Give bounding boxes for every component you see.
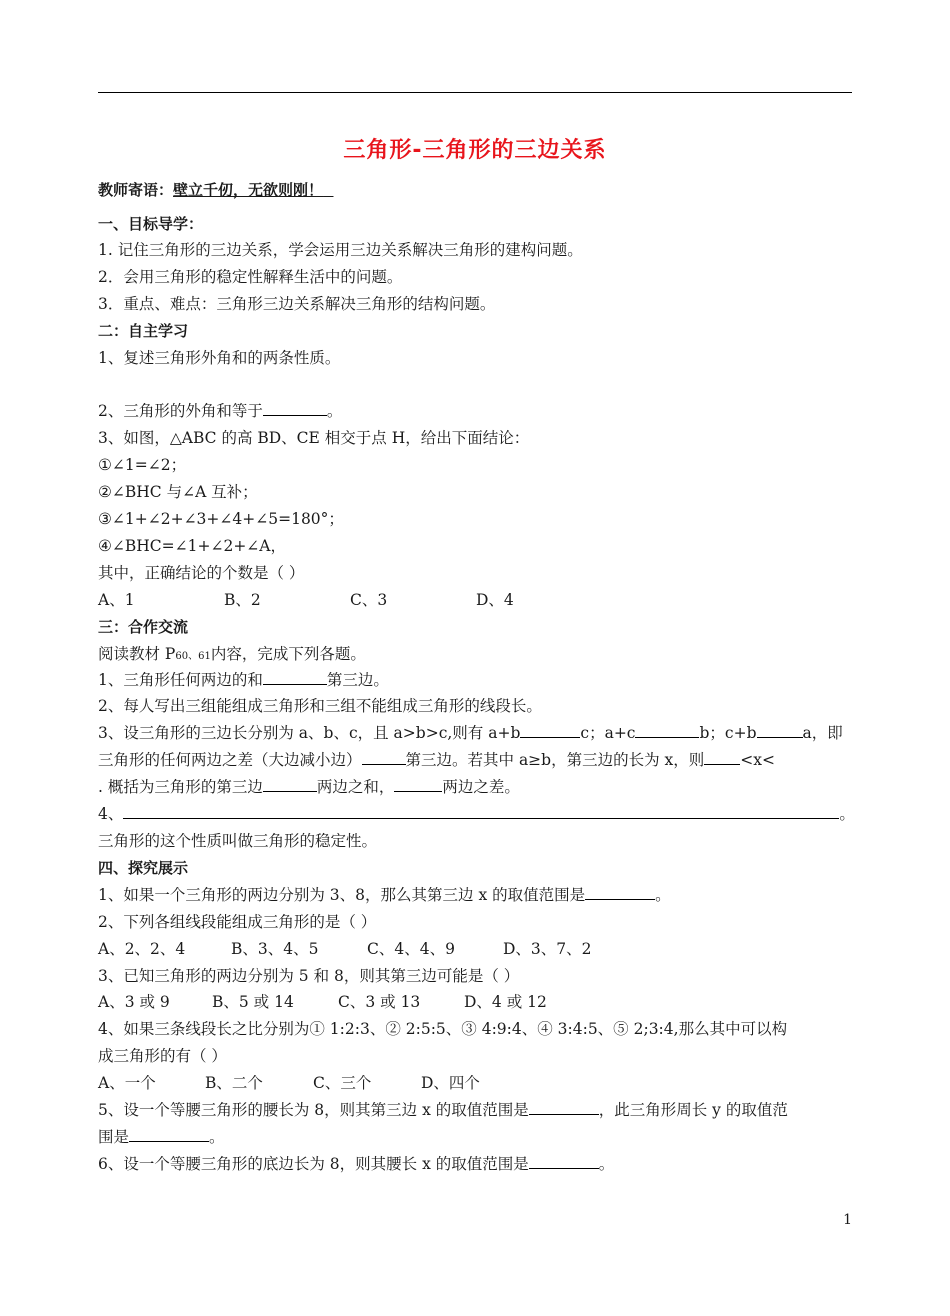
- motto-label: 教师寄语：: [98, 181, 174, 199]
- conclusion-1: ①∠1=∠2；: [98, 456, 187, 474]
- header-rule: [98, 92, 852, 93]
- q6-end: 。: [598, 1155, 615, 1173]
- explore-q2-options: [98, 936, 856, 962]
- q3-text-b: c；a+c: [580, 724, 636, 742]
- conclusion-4: ④∠BHC=∠1+∠2+∠A，: [98, 537, 286, 555]
- answer-blank[interactable]: [362, 748, 406, 765]
- answer-blank[interactable]: [394, 775, 442, 792]
- option-a[interactable]: A、3 或 9: [98, 993, 170, 1011]
- stability-note: 三角形的这个性质叫做三角形的稳定性。: [98, 832, 378, 850]
- q3-line3-c: 两边之差。: [442, 778, 520, 796]
- coop-q4: [98, 801, 856, 827]
- conclusion-3: ③∠1+∠2+∠3+∠4+∠5=180°；: [98, 510, 344, 528]
- read-text-end: 内容，完成下列各题。: [210, 645, 366, 663]
- q3-line2-b: 第三边。若其中 a≥b，第三边的长为 x，则: [405, 751, 705, 769]
- q1-end: 。: [655, 886, 671, 904]
- explore-q5-line2: [98, 1124, 856, 1150]
- option-d[interactable]: D、4 或 12: [464, 993, 547, 1011]
- self-study-q2: [98, 398, 856, 424]
- section-3-heading: 三：合作交流: [98, 618, 189, 636]
- coop-q1: [98, 667, 856, 693]
- conclusion-2: ②∠BHC 与∠A 互补；: [98, 483, 258, 501]
- option-b[interactable]: B、3、4、5: [231, 940, 319, 958]
- objective-1: 1. 记住三角形的三边关系，学会运用三边关系解决三角形的建构问题。: [98, 241, 583, 259]
- option-d[interactable]: D、4: [476, 591, 514, 609]
- q5-text-b: ，此三角形周长 y 的取值范: [598, 1101, 788, 1119]
- explore-q4-line2: 成三角形的有（ ）: [98, 1047, 227, 1065]
- answer-blank[interactable]: [529, 1098, 599, 1115]
- q3-line2-a: 三角形的任何两边之差（大边减小边）: [98, 751, 362, 769]
- answer-blank[interactable]: [129, 1125, 209, 1142]
- coop-q3-line2: [98, 747, 856, 773]
- option-c[interactable]: C、3 或 13: [338, 993, 421, 1011]
- q4-end: 。: [839, 805, 855, 823]
- answer-blank[interactable]: [757, 721, 803, 738]
- page-number: 1: [843, 1212, 852, 1228]
- answer-blank[interactable]: [520, 721, 580, 738]
- q4-text: 4、: [98, 805, 124, 823]
- explore-q5-line1: [98, 1097, 856, 1123]
- option-a[interactable]: A、一个: [98, 1074, 156, 1092]
- page-ref: 60、61: [175, 651, 211, 662]
- explore-q4-line1: 4、如果三条线段长之比分别为① 1:2:3、② 2:5:5、③ 4:9:4、④ 3:4:5、⑤ 2;3:4,那么其中可以构: [98, 1020, 788, 1038]
- coop-q2: 2、每人写出三组能组成三角形和三组不能组成三角形的线段长。: [98, 697, 542, 715]
- answer-blank[interactable]: [263, 775, 317, 792]
- q5-line2-b: 。: [209, 1128, 225, 1146]
- self-study-q1: 1、复述三角形外角和的两条性质。: [98, 349, 341, 367]
- option-d[interactable]: D、四个: [421, 1074, 480, 1092]
- explore-q1: [98, 882, 856, 908]
- option-c[interactable]: C、3: [350, 591, 388, 609]
- teacher-motto: [98, 177, 856, 203]
- q3-text-a: 3、设三角形的三边长分别为 a、b、c，且 a>b>c,则有 a+b: [98, 724, 521, 742]
- coop-q3-line3: [98, 774, 856, 800]
- q1-text: 1、三角形任何两边的和: [98, 671, 263, 689]
- explore-q6: [98, 1151, 856, 1177]
- q5-line2-a: 围是: [98, 1128, 130, 1146]
- question-ask: 其中，正确结论的个数是（ ）: [98, 564, 305, 582]
- q2-text: 2、三角形的外角和等于: [98, 402, 263, 420]
- coop-q3-line1: [98, 720, 856, 746]
- section-2-heading: 二：自主学习: [98, 322, 189, 340]
- objective-3: 3．重点、难点：三角形三边关系解决三角形的结构问题。: [98, 295, 496, 313]
- section-4-heading: 四、探究展示: [98, 859, 189, 877]
- answer-blank[interactable]: [263, 399, 327, 416]
- q1-text: 1、如果一个三角形的两边分别为 3、8，那么其第三边 x 的取值范围是: [98, 886, 586, 904]
- option-d[interactable]: D、3、7、2: [503, 940, 592, 958]
- answer-blank[interactable]: [704, 748, 740, 765]
- explore-q2: 2、下列各组线段能组成三角形的是（ ）: [98, 913, 377, 931]
- objective-2: 2．会用三角形的稳定性解释生活中的问题。: [98, 268, 403, 286]
- page-title: 三角形-三角形的三边关系: [343, 138, 607, 163]
- choice-row: [98, 587, 856, 613]
- q3-line2-c: <x<: [740, 751, 775, 769]
- section-1-heading: 一、目标导学：: [98, 215, 204, 233]
- answer-blank[interactable]: [123, 802, 839, 819]
- option-b[interactable]: B、5 或 14: [212, 993, 294, 1011]
- answer-blank[interactable]: [585, 883, 655, 900]
- q6-text: 6、设一个等腰三角形的底边长为 8，则其腰长 x 的取值范围是: [98, 1155, 529, 1173]
- option-c[interactable]: C、4、4、9: [367, 940, 455, 958]
- option-a[interactable]: A、2、2、4: [98, 940, 186, 958]
- option-b[interactable]: B、2: [224, 591, 261, 609]
- explore-q3-options: [98, 989, 856, 1015]
- q3-line3-b: 两边之和，: [316, 778, 395, 796]
- answer-blank[interactable]: [263, 668, 327, 685]
- q5-text-a: 5、设一个等腰三角形的腰长为 8，则其第三边 x 的取值范围是: [98, 1101, 529, 1119]
- q1-end: 第三边。: [326, 671, 389, 689]
- explore-q3: 3、已知三角形的两边分别为 5 和 8，则其第三边可能是（ ）: [98, 967, 520, 985]
- q3-text-c: b；c+b: [699, 724, 757, 742]
- q3-line3-a: . 概括为三角形的第三边: [98, 778, 263, 796]
- option-a[interactable]: A、1: [98, 591, 135, 609]
- answer-blank[interactable]: [635, 721, 699, 738]
- option-b[interactable]: B、二个: [205, 1074, 263, 1092]
- explore-q4-options: [98, 1070, 856, 1096]
- answer-blank[interactable]: [529, 1152, 599, 1169]
- q3-text-d: a，即: [802, 724, 843, 742]
- q2-end: 。: [326, 402, 343, 420]
- self-study-q3: 3、如图，△ABC 的高 BD、CE 相交于点 H，给出下面结论：: [98, 429, 530, 447]
- motto-text: 壁立千仞，无欲则刚！: [173, 181, 324, 199]
- option-c[interactable]: C、三个: [313, 1074, 372, 1092]
- reading-instruction: [98, 641, 856, 670]
- read-text: 阅读教材 P: [98, 645, 176, 663]
